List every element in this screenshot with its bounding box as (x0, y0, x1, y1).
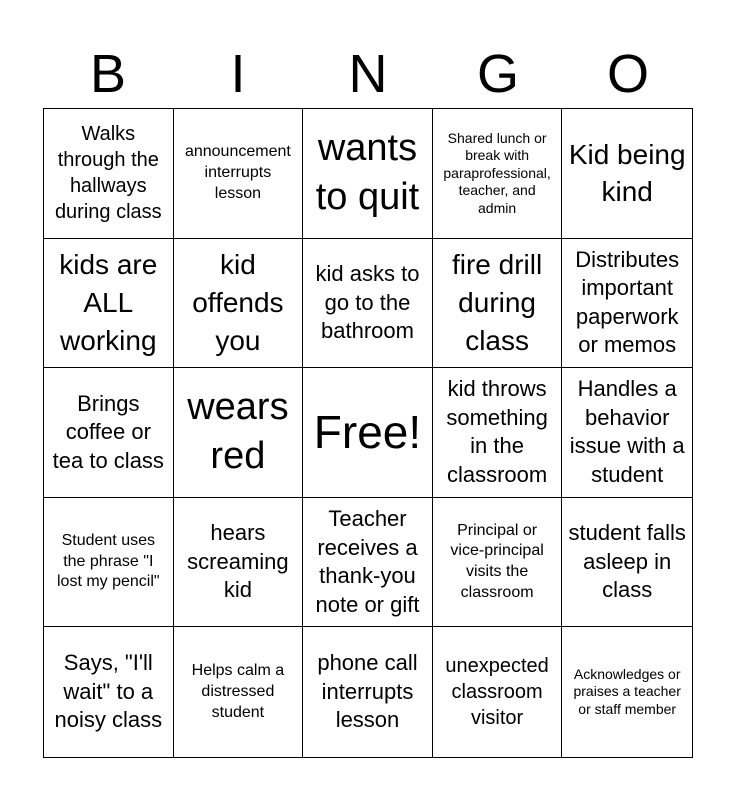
bingo-cell[interactable] (433, 368, 563, 498)
cell-text: Shared lunch or break with paraprofessional, teacher, and admin (443, 129, 551, 216)
bingo-cell[interactable] (433, 109, 563, 239)
cell-text: phone call interrupts lesson (317, 650, 418, 733)
bingo-cell[interactable] (174, 627, 304, 757)
cell-text: wants to quit (315, 126, 420, 219)
cell-text: Student uses the phrase "I lost my pencil" (56, 531, 160, 591)
bingo-cell[interactable] (433, 498, 563, 628)
cell-text: Says, "I'll wait" to a noisy class (54, 650, 163, 733)
header-letter-n: N (348, 44, 388, 104)
bingo-cell[interactable] (562, 109, 692, 239)
header-letter-o: O (606, 44, 649, 104)
bingo-cell[interactable] (303, 109, 433, 239)
cell-text: kid offends you (192, 249, 284, 356)
cell-text: Helps calm a distressed student (191, 662, 285, 721)
bingo-cell[interactable] (303, 498, 433, 628)
bingo-cell[interactable] (562, 627, 692, 757)
cell-text: Kid being kind (568, 138, 686, 208)
cell-text: Acknowledges or praises a teacher or staff member (573, 665, 681, 717)
bingo-cell[interactable] (44, 627, 174, 757)
header-letter-b: B (89, 44, 127, 104)
bingo-cell[interactable] (174, 239, 304, 369)
bingo-cell[interactable] (433, 627, 563, 757)
bingo-header (43, 40, 693, 108)
cell-text: Handles a behavior issue with a student (569, 376, 685, 488)
bingo-cell[interactable] (44, 239, 174, 369)
header-letter-g: G (476, 44, 519, 104)
cell-text: Walks through the hallways during class (54, 123, 162, 224)
cell-text: Free! (313, 406, 422, 459)
bingo-cell[interactable] (562, 239, 692, 369)
cell-text: announcement interrupts lesson (184, 143, 291, 202)
cell-text: Distributes important paperwork or memos (575, 246, 680, 358)
cell-text: Principal or vice-principal visits the classroom (450, 521, 544, 601)
free-space-cell[interactable] (303, 368, 433, 498)
header-letter-i: I (230, 44, 246, 104)
cell-text: kid throws something in the classroom (446, 376, 548, 488)
bingo-cell[interactable] (174, 109, 304, 239)
cell-text: wears red (187, 386, 289, 478)
bingo-cell[interactable] (44, 498, 174, 628)
cell-text: fire drill during class (451, 249, 543, 356)
cell-text: Brings coffee or tea to class (52, 390, 164, 473)
bingo-board (43, 108, 693, 758)
cell-text: unexpected classroom visitor (445, 655, 549, 730)
bingo-cell[interactable] (44, 109, 174, 239)
cell-text: hears screaming kid (187, 520, 289, 603)
cell-text: kids are ALL working (59, 249, 158, 356)
bingo-cell[interactable] (303, 627, 433, 757)
bingo-cell[interactable] (44, 368, 174, 498)
cell-text: kid asks to go to the bathroom (315, 261, 420, 344)
bingo-cell[interactable] (174, 368, 304, 498)
bingo-cell[interactable] (562, 498, 692, 628)
bingo-cell[interactable] (562, 368, 692, 498)
bingo-cell[interactable] (303, 239, 433, 369)
bingo-cell[interactable] (433, 239, 563, 369)
cell-text: Teacher receives a thank-you note or gift (315, 505, 420, 617)
cell-text: student falls asleep in class (568, 520, 686, 603)
bingo-cell[interactable] (174, 498, 304, 628)
